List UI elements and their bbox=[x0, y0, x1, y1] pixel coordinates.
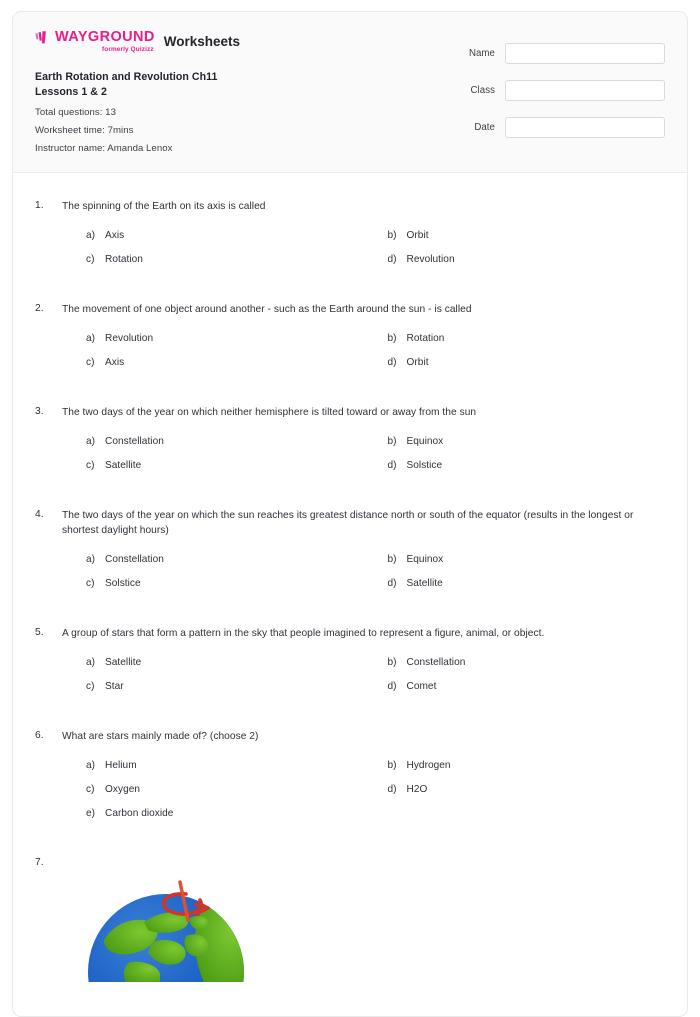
logo-tagline: formerly Quizizz bbox=[101, 46, 154, 53]
question-body bbox=[62, 626, 665, 705]
option-label: Star bbox=[105, 680, 124, 692]
logo-main bbox=[35, 29, 155, 45]
option-key: a) bbox=[86, 229, 96, 241]
date-label: Date bbox=[474, 122, 495, 133]
option-label: Equinox bbox=[406, 554, 444, 566]
question-item bbox=[35, 856, 665, 982]
answer-option[interactable] bbox=[364, 254, 666, 265]
option-key: d) bbox=[387, 253, 397, 265]
answer-option[interactable] bbox=[62, 760, 364, 771]
answer-option[interactable] bbox=[62, 681, 364, 692]
question-item bbox=[35, 508, 665, 603]
answer-options bbox=[62, 657, 665, 705]
answer-option[interactable] bbox=[364, 760, 666, 771]
wayground-mark-icon bbox=[35, 31, 52, 44]
option-label: Satellite bbox=[105, 656, 142, 668]
option-label: Constellation bbox=[105, 435, 164, 447]
option-label: Helium bbox=[105, 759, 137, 771]
question-number: 4. bbox=[35, 508, 44, 520]
worksheet-meta bbox=[35, 70, 365, 154]
answer-option[interactable] bbox=[364, 230, 666, 241]
worksheet-time-text: Worksheet time: 7mins bbox=[35, 125, 134, 137]
option-label: Axis bbox=[105, 229, 125, 241]
earth-globe-image bbox=[86, 862, 246, 982]
option-key: d) bbox=[387, 783, 397, 795]
worksheet-title-line2: Lessons 1 & 2 bbox=[35, 86, 107, 99]
option-key: a) bbox=[86, 656, 96, 668]
option-key: b) bbox=[387, 759, 397, 771]
option-label: Revolution bbox=[105, 332, 154, 344]
option-label: Constellation bbox=[105, 554, 164, 566]
option-label: Hydrogen bbox=[406, 759, 451, 771]
option-label: Rotation bbox=[406, 332, 445, 344]
questions-list bbox=[13, 173, 687, 1016]
question-number: 5. bbox=[35, 627, 44, 639]
option-key: d) bbox=[387, 459, 397, 471]
total-questions-text: Total questions: 13 bbox=[35, 107, 116, 119]
option-label: Orbit bbox=[406, 229, 429, 241]
option-label: Revolution bbox=[406, 253, 455, 265]
question-text: The two days of the year on which neither hemisphere is tilted toward or away from the sun bbox=[62, 406, 477, 418]
option-label: Satellite bbox=[105, 459, 142, 471]
option-key: c) bbox=[86, 253, 95, 265]
answer-option[interactable] bbox=[364, 357, 666, 368]
answer-option[interactable] bbox=[62, 254, 364, 265]
option-key: b) bbox=[387, 656, 397, 668]
question-body bbox=[62, 199, 665, 278]
option-key: c) bbox=[86, 578, 95, 590]
option-key: a) bbox=[86, 759, 96, 771]
answer-option[interactable] bbox=[62, 230, 364, 241]
option-key: d) bbox=[387, 680, 397, 692]
answer-option[interactable] bbox=[364, 578, 666, 589]
logo-wordmark: WAYGROUND bbox=[55, 29, 155, 45]
answer-options bbox=[62, 333, 665, 381]
worksheet-header bbox=[13, 12, 687, 173]
name-input[interactable] bbox=[505, 43, 665, 64]
answer-option[interactable] bbox=[62, 578, 364, 589]
question-number: 1. bbox=[35, 200, 44, 212]
question-body bbox=[62, 405, 665, 484]
option-label: Constellation bbox=[406, 656, 466, 668]
answer-option[interactable] bbox=[62, 808, 364, 819]
answer-options bbox=[62, 760, 665, 832]
option-key: d) bbox=[387, 356, 397, 368]
answer-option[interactable] bbox=[364, 436, 666, 447]
option-label: Comet bbox=[406, 680, 437, 692]
option-label: Satellite bbox=[406, 578, 443, 590]
option-label: Solstice bbox=[105, 578, 141, 590]
option-key: d) bbox=[387, 578, 397, 590]
wayground-logo bbox=[35, 29, 155, 53]
question-text: The spinning of the Earth on its axis is called bbox=[62, 201, 266, 213]
name-label: Name bbox=[468, 48, 495, 59]
option-label: Solstice bbox=[406, 459, 443, 471]
answer-option[interactable] bbox=[364, 784, 666, 795]
question-item bbox=[35, 626, 665, 705]
question-item bbox=[35, 199, 665, 278]
field-row-date bbox=[415, 117, 665, 138]
option-key: c) bbox=[86, 680, 95, 692]
date-input[interactable] bbox=[505, 117, 665, 138]
answer-option[interactable] bbox=[62, 784, 364, 795]
question-number: 6. bbox=[35, 729, 44, 741]
question-body bbox=[62, 302, 665, 381]
answer-option[interactable] bbox=[62, 333, 364, 344]
option-key: b) bbox=[387, 435, 397, 447]
question-text: A group of stars that form a pattern in the sky that people imagined to represent a figure, animal, or object. bbox=[62, 628, 545, 640]
student-info-fields bbox=[415, 29, 665, 138]
option-key: c) bbox=[86, 459, 95, 471]
question-number: 7. bbox=[35, 856, 44, 868]
answer-option[interactable] bbox=[62, 657, 364, 668]
option-label: Axis bbox=[105, 356, 125, 368]
option-label: Orbit bbox=[406, 356, 429, 368]
answer-option[interactable] bbox=[62, 357, 364, 368]
question-item bbox=[35, 302, 665, 381]
option-key: c) bbox=[86, 356, 95, 368]
question-number: 2. bbox=[35, 302, 44, 314]
option-label: Rotation bbox=[105, 253, 143, 265]
answer-option[interactable] bbox=[364, 554, 666, 565]
option-key: c) bbox=[86, 783, 95, 795]
question-item bbox=[35, 405, 665, 484]
product-title: Worksheets bbox=[163, 34, 241, 49]
field-row-class bbox=[415, 80, 665, 101]
answer-option[interactable] bbox=[364, 460, 666, 471]
answer-options bbox=[62, 554, 665, 602]
field-row-name bbox=[415, 43, 665, 64]
option-label: Oxygen bbox=[105, 783, 141, 795]
class-input[interactable] bbox=[505, 80, 665, 101]
option-key: b) bbox=[387, 332, 397, 344]
question-body bbox=[62, 856, 665, 982]
option-key: a) bbox=[86, 332, 96, 344]
answer-option[interactable] bbox=[364, 681, 666, 692]
instructor-name-text: Instructor name: Amanda Lenox bbox=[35, 143, 173, 155]
question-text: The movement of one object around another - such as the Earth around the sun - is called bbox=[62, 303, 472, 315]
answer-options bbox=[62, 436, 665, 484]
option-label: Equinox bbox=[406, 435, 444, 447]
option-label: Carbon dioxide bbox=[105, 807, 174, 819]
question-number: 3. bbox=[35, 405, 44, 417]
answer-option[interactable] bbox=[364, 657, 666, 668]
answer-options bbox=[62, 230, 665, 278]
answer-option[interactable] bbox=[62, 436, 364, 447]
answer-option[interactable] bbox=[62, 554, 364, 565]
brand-row bbox=[35, 29, 365, 53]
answer-option[interactable] bbox=[62, 460, 364, 471]
worksheet-page bbox=[12, 11, 688, 1017]
answer-option[interactable] bbox=[364, 333, 666, 344]
worksheet-title-line1: Earth Rotation and Revolution Ch11 bbox=[35, 71, 218, 83]
question-item bbox=[35, 729, 665, 832]
class-label: Class bbox=[470, 85, 495, 96]
question-text: The two days of the year on which the sun reaches its greatest distance north or south of the equator (results in the longest or shortest daylight hours) bbox=[62, 509, 634, 537]
question-body bbox=[62, 729, 665, 832]
option-key: e) bbox=[86, 807, 96, 819]
option-key: b) bbox=[387, 554, 397, 566]
header-left bbox=[35, 29, 365, 154]
question-image-wrap bbox=[62, 862, 665, 982]
option-key: a) bbox=[86, 554, 96, 566]
question-text: What are stars mainly made of? (choose 2) bbox=[62, 730, 259, 742]
option-label: H2O bbox=[406, 783, 428, 795]
question-body bbox=[62, 508, 665, 603]
option-key: a) bbox=[86, 435, 96, 447]
option-key: b) bbox=[387, 229, 397, 241]
